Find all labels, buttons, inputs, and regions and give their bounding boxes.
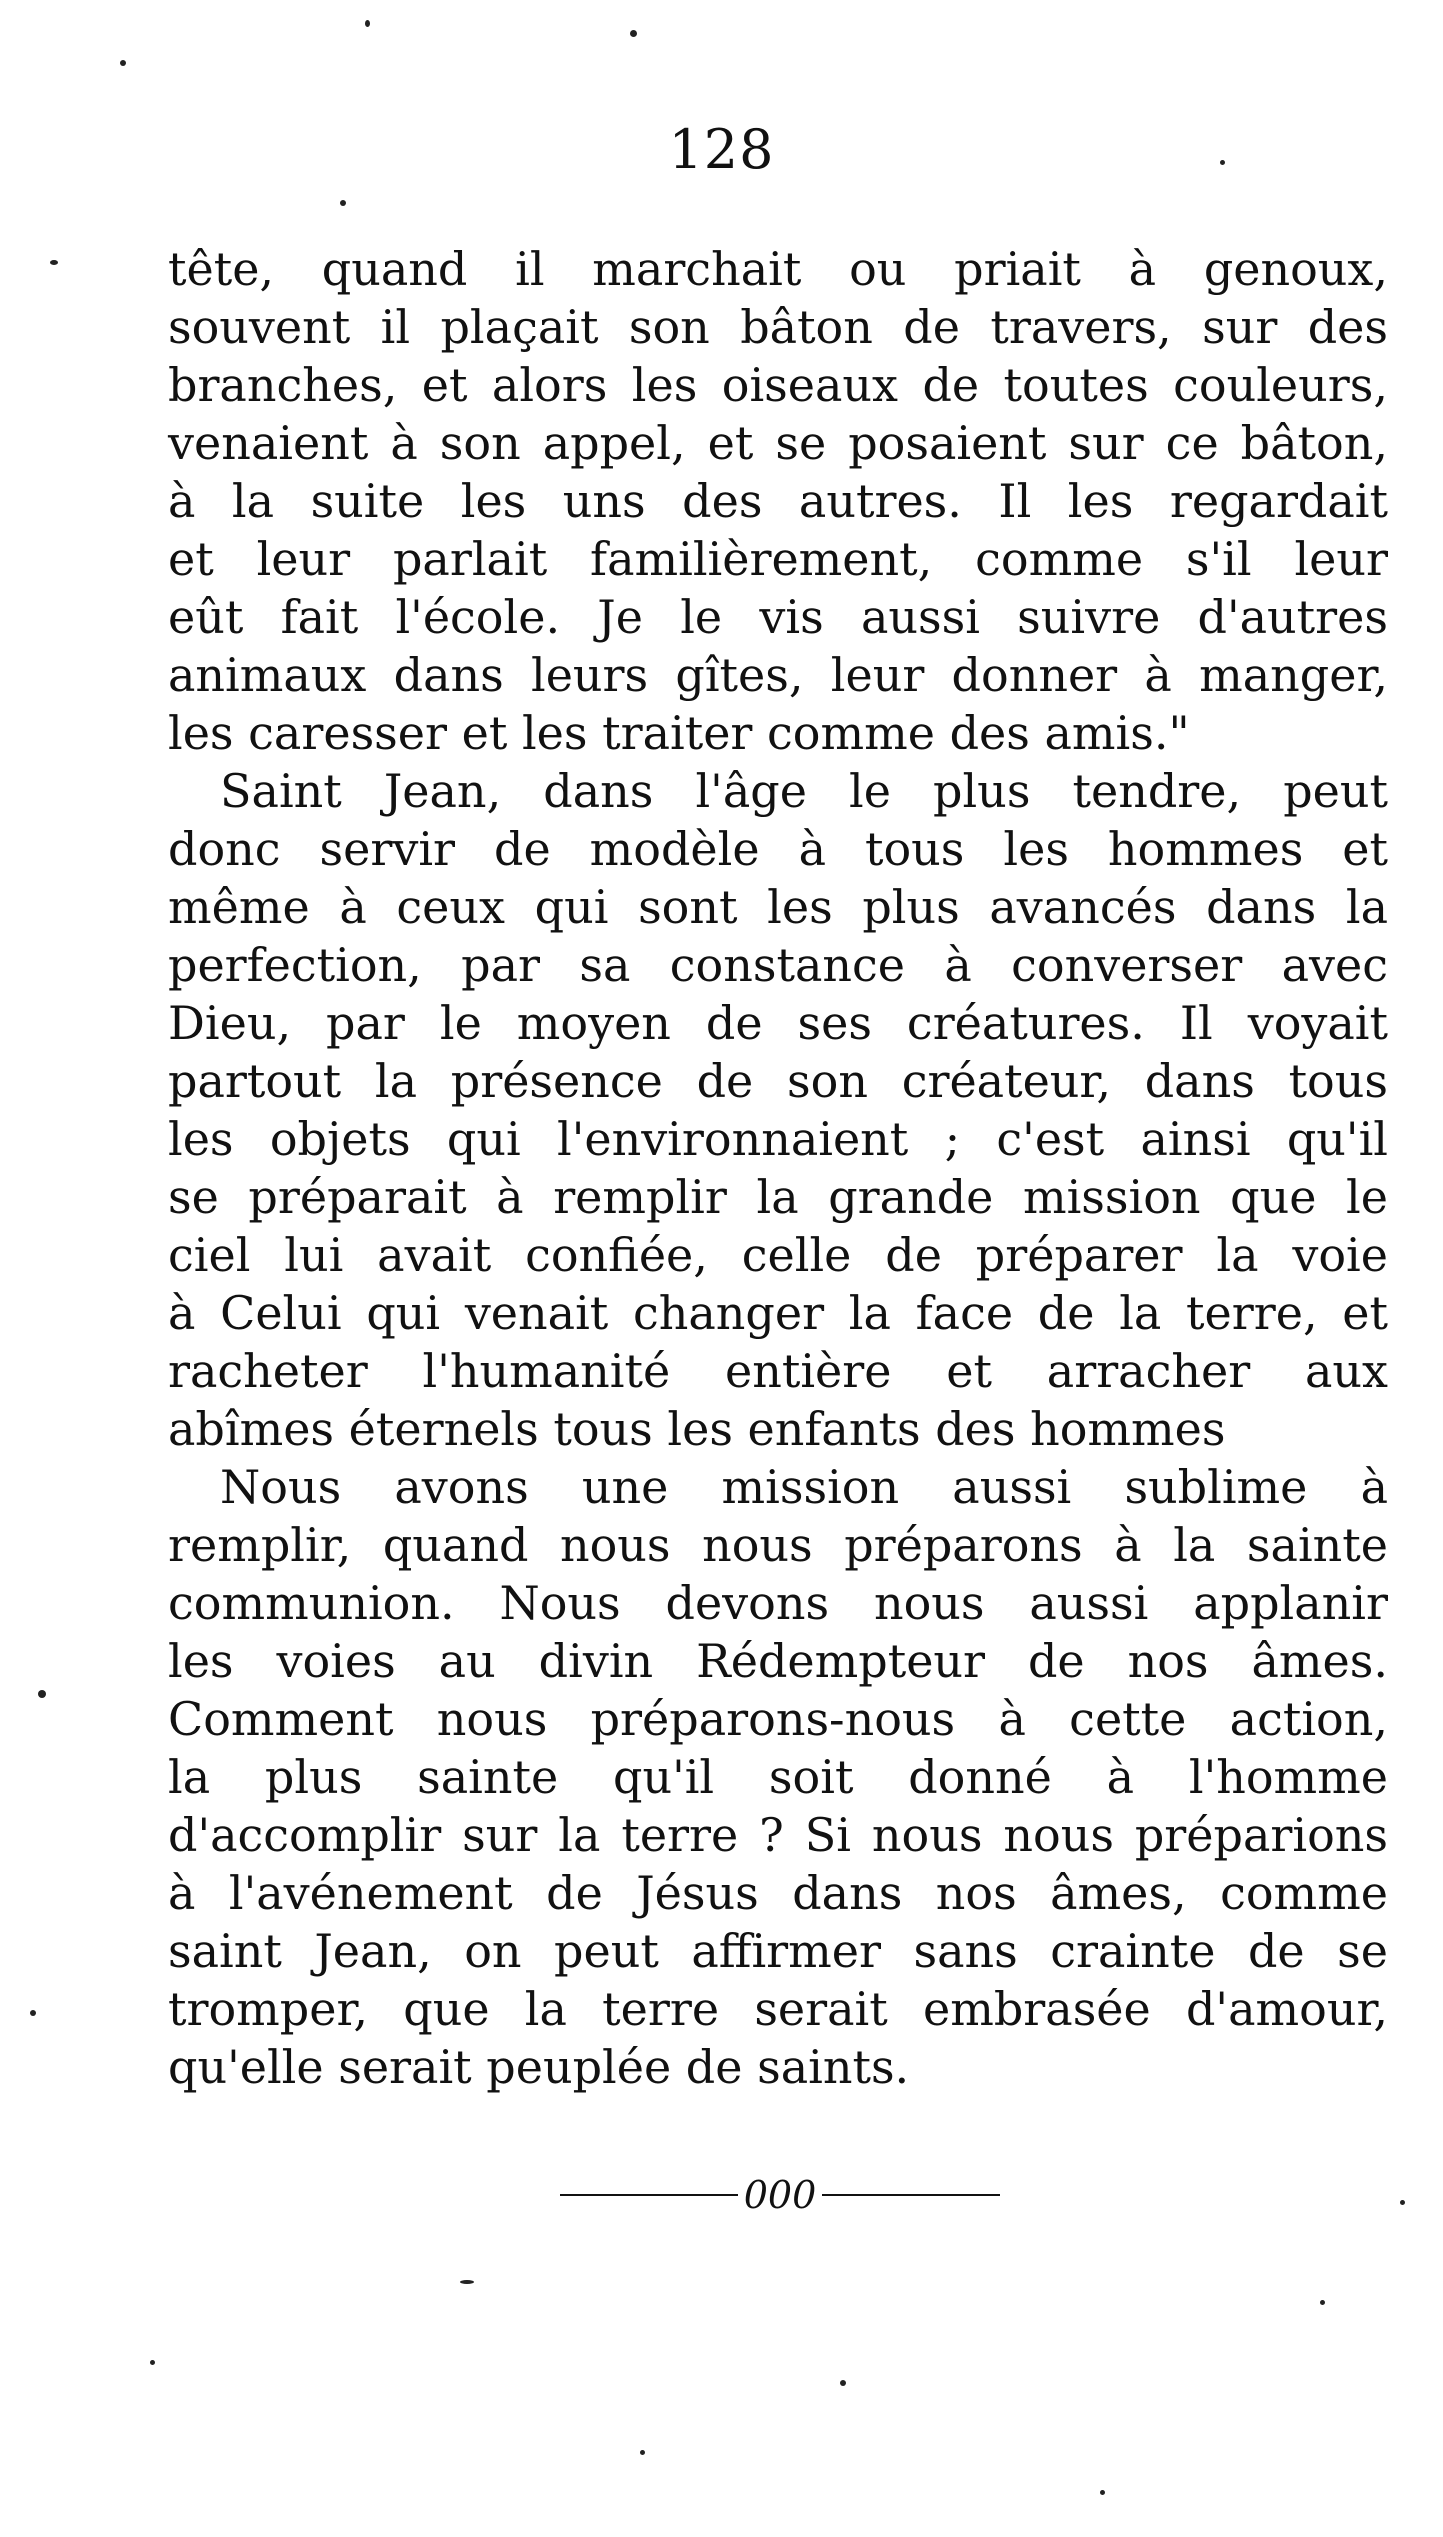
text-line: qu'elle serait peuplée de saints. — [168, 2040, 910, 2094]
text-line: Dieu, par le moyen de ses créatures. Il voyait — [168, 996, 1388, 1050]
paragraph-2 — [168, 762, 1388, 1458]
scan-speck — [1100, 2490, 1105, 2495]
text-line: souvent il plaçait son bâton de travers, sur des — [168, 300, 1388, 354]
separator-text: 000 — [743, 2173, 817, 2217]
text-line: eût fait l'école. Je le vis aussi suivre d'autres — [168, 590, 1388, 644]
text-line: venaient à son appel, et se posaient sur ce bâton, — [168, 416, 1388, 470]
scan-speck — [50, 260, 58, 265]
section-separator — [560, 2170, 1000, 2220]
text-line: communion. Nous devons nous aussi applanir — [168, 1576, 1388, 1630]
text-line: à Celui qui venait changer la face de la terre, et — [168, 1286, 1388, 1340]
scan-speck — [460, 2280, 474, 2284]
text-line: les objets qui l'environnaient ; c'est ainsi qu'il — [168, 1112, 1388, 1166]
scan-speck — [38, 1690, 46, 1698]
scan-speck — [1220, 160, 1225, 165]
text-line: tromper, que la terre serait embrasée d'amour, — [168, 1982, 1388, 2036]
text-line: racheter l'humanité entière et arracher aux — [168, 1344, 1388, 1398]
scan-speck — [30, 2010, 36, 2016]
body-text — [168, 240, 1388, 2096]
scan-speck — [340, 200, 346, 206]
text-line: les voies au divin Rédempteur de nos âmes. — [168, 1634, 1388, 1688]
text-line: donc servir de modèle à tous les hommes et — [168, 822, 1388, 876]
text-line: se préparait à remplir la grande mission que le — [168, 1170, 1388, 1224]
text-line: animaux dans leurs gîtes, leur donner à manger, — [168, 648, 1388, 702]
text-line: ciel lui avait confiée, celle de préparer la voie — [168, 1228, 1388, 1282]
scan-speck — [840, 2380, 846, 2386]
scan-speck — [640, 2450, 645, 2455]
paragraph-3 — [168, 1458, 1388, 2096]
scan-speck — [1320, 2300, 1325, 2305]
text-line: abîmes éternels tous les enfants des hommes — [168, 1402, 1226, 1456]
text-line: Comment nous préparons-nous à cette action, — [168, 1692, 1388, 1746]
text-line: la plus sainte qu'il soit donné à l'homme — [168, 1750, 1388, 1804]
text-line: saint Jean, on peut affirmer sans crainte de se — [168, 1924, 1388, 1978]
text-line: branches, et alors les oiseaux de toutes couleurs, — [168, 358, 1388, 412]
text-line: à la suite les uns des autres. Il les regardait — [168, 474, 1388, 528]
text-line: même à ceux qui sont les plus avancés dans la — [168, 880, 1388, 934]
text-line: Nous avons une mission aussi sublime à — [220, 1460, 1388, 1514]
text-line: Saint Jean, dans l'âge le plus tendre, peut — [220, 764, 1388, 818]
paragraph-1 — [168, 240, 1388, 762]
scan-speck — [630, 30, 637, 37]
text-line: remplir, quand nous nous préparons à la sainte — [168, 1518, 1388, 1572]
text-line: perfection, par sa constance à converser avec — [168, 938, 1388, 992]
scan-speck — [365, 20, 370, 27]
page-number: 128 — [668, 118, 775, 181]
text-line: d'accomplir sur la terre ? Si nous nous préparions — [168, 1808, 1388, 1862]
scan-speck — [120, 60, 126, 66]
text-line: tête, quand il marchait ou priait à genoux, — [168, 242, 1388, 296]
text-line: partout la présence de son créateur, dans tous — [168, 1054, 1388, 1108]
scan-speck — [1400, 2200, 1405, 2205]
scan-speck — [150, 2360, 155, 2365]
text-line: à l'avénement de Jésus dans nos âmes, comme — [168, 1866, 1388, 1920]
text-line: les caresser et les traiter comme des amis." — [168, 706, 1190, 760]
separator-rule-right — [822, 2194, 1000, 2196]
separator-rule-left — [560, 2194, 738, 2196]
text-line: et leur parlait familièrement, comme s'il leur — [168, 532, 1388, 586]
